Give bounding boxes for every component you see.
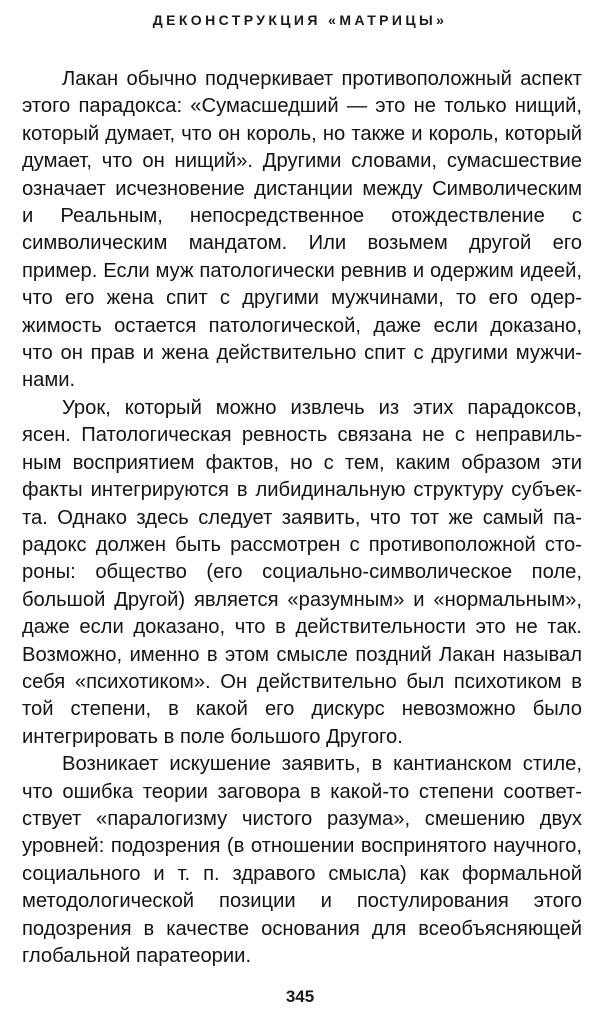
running-header: ДЕКОНСТРУКЦИЯ «МАТРИЦЫ» [152,12,448,28]
main-text [22,66,582,970]
page-number: 345 [285,987,315,1006]
paragraph-2: Урок, который можно извлечь из этих парадоксов, ясен. Патологическая ревность связана не с неправильным восприятием фактов, но с тем, каким образом эти факты интегрируются в либидинальную структуру субъекта. Однако здесь следует заявить, что тот же самый парадокс должен быть рассмотрен с противоположной стороны: общество (его социально-символическое поле, большой Другой) является «разумным» и «нормальным», даже если доказано, что в действительности это не так. Возможно, именно в этом смысле поздний Лакан называл себя «психотиком». Он действительно был психотиком в той степени, в какой его дискурс невозможно было интегрировать в поле большого Другого. [22,396,582,748]
paragraph-1: Лакан обычно подчеркивает противоположный аспект этого парадокса: «Сумасшедший — это не только нищий, который думает, что он король, но также и король, который думает, что он нищий». Другими словами, сумасшествие означает исчезновение дистанции между Символическим и Реальным, непосредственное отождествление с символическим мандатом. Или возьмем другой его пример. Если муж патологически ревнив и одержим идеей, что его жена спит с другими мужчинами, то его одержимость остается патологической, даже если доказано, что он прав и жена действительно спит с другими мужчинами. [22,68,582,392]
paragraph-3: Возникает искушение заявить, в кантианском стиле, что ошибка теории заговора в какой-то степени соответствует «паралогизму чистого разума», смешению двух уровней: подозрения (в отношении воспринятого научного, социального и т. п. здравого смысла) как формальной методологической позиции и постулирования этого подозрения в качестве основания для всеобъясняющей глобальной паратеории. [22,753,582,967]
